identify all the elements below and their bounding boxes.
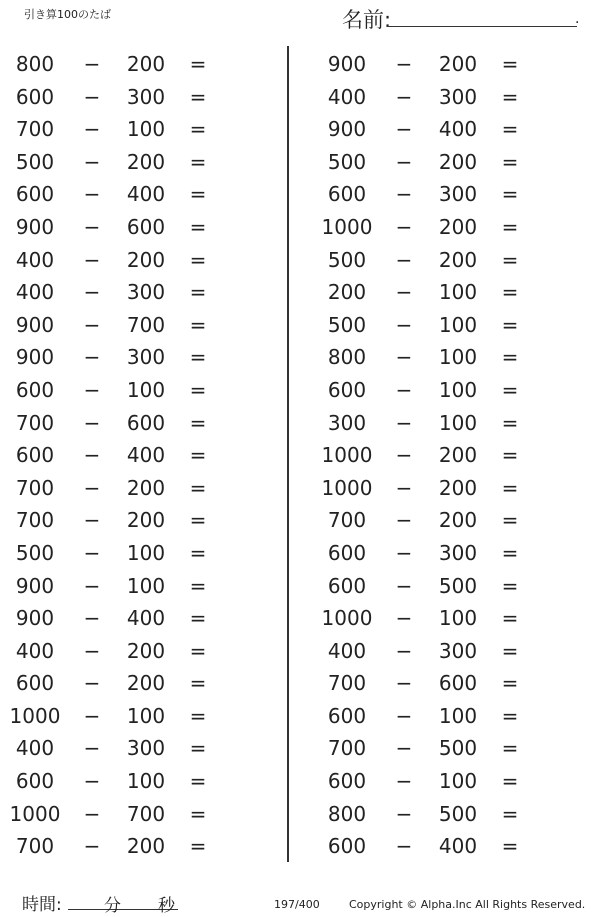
minus-sign: − [83, 410, 101, 435]
minuend: 600 [327, 377, 367, 402]
subtrahend: 600 [126, 214, 166, 239]
minuend: 500 [327, 149, 367, 174]
minus-sign: − [395, 280, 413, 305]
subtrahend: 200 [126, 638, 166, 663]
minuend: 400 [327, 84, 367, 109]
minus-sign: − [395, 377, 413, 402]
minus-sign: − [395, 117, 413, 142]
minus-sign: − [83, 52, 101, 76]
subtrahend: 100 [126, 769, 166, 794]
equals-sign: = [189, 769, 207, 794]
subtrahend: 100 [438, 769, 478, 794]
equals-sign: = [501, 801, 519, 826]
subtrahend: 300 [126, 280, 166, 305]
minus-sign: − [83, 638, 101, 663]
equals-sign: = [189, 410, 207, 435]
name-field-dot: . [575, 11, 580, 27]
subtrahend: 300 [126, 736, 166, 761]
minuend: 500 [15, 540, 55, 565]
equals-sign: = [189, 736, 207, 761]
equals-sign: = [501, 52, 519, 76]
subtrahend: 200 [126, 475, 166, 500]
minus-sign: − [83, 508, 101, 533]
name-field[interactable] [387, 26, 577, 27]
minuend: 400 [15, 280, 55, 305]
minuend: 800 [15, 52, 55, 76]
subtrahend: 400 [438, 117, 478, 142]
subtrahend: 500 [438, 736, 478, 761]
minuend: 1000 [9, 703, 61, 728]
subtrahend: 100 [126, 573, 166, 598]
minus-sign: − [395, 247, 413, 272]
minuend: 200 [327, 280, 367, 305]
subtrahend: 300 [438, 638, 478, 663]
equals-sign: = [501, 508, 519, 533]
minuend: 500 [327, 247, 367, 272]
minus-sign: − [395, 540, 413, 565]
equals-sign: = [189, 247, 207, 272]
subtrahend: 200 [438, 508, 478, 533]
minus-sign: − [395, 606, 413, 631]
equals-sign: = [189, 508, 207, 533]
minus-sign: − [395, 671, 413, 696]
minus-sign: − [83, 214, 101, 239]
subtrahend: 200 [126, 149, 166, 174]
equals-sign: = [189, 573, 207, 598]
equals-sign: = [189, 117, 207, 142]
minus-sign: − [83, 573, 101, 598]
minuend: 700 [15, 410, 55, 435]
equals-sign: = [501, 671, 519, 696]
minuend: 500 [15, 149, 55, 174]
subtrahend: 100 [126, 540, 166, 565]
equals-sign: = [501, 84, 519, 109]
subtrahend: 200 [438, 149, 478, 174]
equals-sign: = [501, 280, 519, 305]
minus-sign: − [83, 312, 101, 337]
minus-sign: − [395, 410, 413, 435]
minuend: 700 [15, 475, 55, 500]
equals-sign: = [189, 834, 207, 859]
minus-sign: − [83, 703, 101, 728]
minus-sign: − [83, 84, 101, 109]
minuend: 600 [327, 540, 367, 565]
subtrahend: 400 [126, 182, 166, 207]
subtrahend: 200 [438, 214, 478, 239]
subtrahend: 500 [438, 801, 478, 826]
minuend: 700 [327, 508, 367, 533]
equals-sign: = [189, 475, 207, 500]
minuend: 600 [327, 834, 367, 859]
subtrahend: 100 [126, 377, 166, 402]
subtrahend: 100 [126, 703, 166, 728]
minuend: 1000 [321, 214, 373, 239]
equals-sign: = [501, 834, 519, 859]
minus-sign: − [83, 377, 101, 402]
minuend: 400 [15, 736, 55, 761]
subtrahend: 700 [126, 801, 166, 826]
minus-sign: − [395, 573, 413, 598]
subtrahend: 200 [126, 52, 166, 76]
subtrahend: 100 [438, 606, 478, 631]
equals-sign: = [501, 638, 519, 663]
minuend: 600 [15, 377, 55, 402]
subtrahend: 600 [126, 410, 166, 435]
minuend: 800 [327, 801, 367, 826]
minuend: 1000 [321, 475, 373, 500]
subtrahend: 100 [438, 345, 478, 370]
subtrahend: 100 [438, 703, 478, 728]
equals-sign: = [189, 214, 207, 239]
minus-sign: − [83, 606, 101, 631]
minus-sign: − [395, 345, 413, 370]
equals-sign: = [189, 606, 207, 631]
equals-sign: = [501, 312, 519, 337]
subtrahend: 200 [438, 475, 478, 500]
equals-sign: = [501, 769, 519, 794]
equals-sign: = [501, 443, 519, 468]
minus-sign: − [83, 280, 101, 305]
equals-sign: = [501, 377, 519, 402]
subtrahend: 300 [126, 84, 166, 109]
minus-sign: − [395, 801, 413, 826]
minus-sign: − [395, 182, 413, 207]
minus-sign: − [83, 769, 101, 794]
subtrahend: 100 [438, 410, 478, 435]
minuend: 900 [15, 345, 55, 370]
equals-sign: = [501, 540, 519, 565]
copyright-text: Copyright © Alpha.Inc All Rights Reserved. [349, 898, 586, 911]
subtrahend: 400 [126, 606, 166, 631]
minuend: 600 [15, 769, 55, 794]
minuend: 1000 [9, 801, 61, 826]
minus-sign: − [395, 508, 413, 533]
minuend: 800 [327, 345, 367, 370]
minus-sign: − [83, 671, 101, 696]
subtrahend: 100 [438, 377, 478, 402]
equals-sign: = [501, 736, 519, 761]
minus-sign: − [395, 149, 413, 174]
minuend: 600 [15, 84, 55, 109]
minuend: 700 [327, 671, 367, 696]
minus-sign: − [83, 540, 101, 565]
minus-sign: − [83, 345, 101, 370]
equals-sign: = [501, 149, 519, 174]
minuend: 600 [15, 671, 55, 696]
subtrahend: 300 [438, 540, 478, 565]
equals-sign: = [189, 149, 207, 174]
subtrahend: 200 [438, 52, 478, 76]
equals-sign: = [501, 182, 519, 207]
minus-sign: − [395, 638, 413, 663]
equals-sign: = [501, 247, 519, 272]
minus-sign: − [83, 247, 101, 272]
page-number: 197/400 [274, 898, 320, 911]
minuend: 700 [15, 117, 55, 142]
equals-sign: = [189, 801, 207, 826]
minuend: 900 [15, 573, 55, 598]
name-label: 名前: [342, 8, 392, 32]
minus-sign: − [395, 52, 413, 76]
equals-sign: = [501, 410, 519, 435]
minuend: 300 [327, 410, 367, 435]
minus-sign: − [83, 117, 101, 142]
minus-sign: − [395, 475, 413, 500]
subtrahend: 200 [126, 508, 166, 533]
subtrahend: 300 [126, 345, 166, 370]
equals-sign: = [189, 312, 207, 337]
minus-sign: − [83, 443, 101, 468]
minus-sign: − [83, 475, 101, 500]
equals-sign: = [501, 117, 519, 142]
equals-sign: = [189, 638, 207, 663]
subtrahend: 100 [126, 117, 166, 142]
equals-sign: = [189, 84, 207, 109]
worksheet-title: 引き算100のたば [24, 8, 111, 21]
minuend: 600 [327, 769, 367, 794]
minuend: 900 [15, 312, 55, 337]
equals-sign: = [189, 280, 207, 305]
equals-sign: = [189, 703, 207, 728]
minuend: 900 [15, 606, 55, 631]
minus-sign: − [83, 834, 101, 859]
equals-sign: = [189, 182, 207, 207]
seconds-label: 秒 [158, 896, 175, 916]
minus-sign: − [395, 312, 413, 337]
equals-sign: = [501, 606, 519, 631]
minuend: 600 [15, 443, 55, 468]
time-label: 時間: [22, 895, 62, 915]
minus-sign: − [395, 736, 413, 761]
subtrahend: 200 [438, 247, 478, 272]
subtrahend: 700 [126, 312, 166, 337]
minuend: 900 [327, 52, 367, 76]
subtrahend: 300 [438, 84, 478, 109]
minuend: 600 [15, 182, 55, 207]
minus-sign: − [83, 182, 101, 207]
equals-sign: = [501, 345, 519, 370]
equals-sign: = [501, 703, 519, 728]
minus-sign: − [395, 834, 413, 859]
minus-sign: − [395, 214, 413, 239]
subtrahend: 100 [438, 312, 478, 337]
minuend: 700 [15, 834, 55, 859]
subtrahend: 200 [126, 247, 166, 272]
minus-sign: − [395, 769, 413, 794]
subtrahend: 200 [438, 443, 478, 468]
minus-sign: − [83, 801, 101, 826]
subtrahend: 100 [438, 280, 478, 305]
minuend: 700 [15, 508, 55, 533]
minuend: 600 [327, 182, 367, 207]
minuend: 700 [327, 736, 367, 761]
minuend: 400 [15, 638, 55, 663]
minuend: 600 [327, 703, 367, 728]
subtrahend: 600 [438, 671, 478, 696]
equals-sign: = [189, 345, 207, 370]
equals-sign: = [189, 52, 207, 76]
minuend: 900 [15, 214, 55, 239]
equals-sign: = [189, 671, 207, 696]
minus-sign: − [83, 149, 101, 174]
minuend: 400 [15, 247, 55, 272]
equals-sign: = [501, 573, 519, 598]
subtrahend: 200 [126, 834, 166, 859]
minuend: 1000 [321, 443, 373, 468]
minus-sign: − [395, 443, 413, 468]
minus-sign: − [395, 84, 413, 109]
subtrahend: 400 [438, 834, 478, 859]
minuend: 500 [327, 312, 367, 337]
equals-sign: = [189, 377, 207, 402]
minus-sign: − [395, 703, 413, 728]
equals-sign: = [189, 443, 207, 468]
equals-sign: = [501, 475, 519, 500]
equals-sign: = [501, 214, 519, 239]
subtrahend: 300 [438, 182, 478, 207]
minus-sign: − [83, 736, 101, 761]
minuend: 900 [327, 117, 367, 142]
minuend: 600 [327, 573, 367, 598]
subtrahend: 200 [126, 671, 166, 696]
subtrahend: 500 [438, 573, 478, 598]
equals-sign: = [189, 540, 207, 565]
subtrahend: 400 [126, 443, 166, 468]
minuend: 1000 [321, 606, 373, 631]
minutes-label: 分 [104, 896, 121, 916]
column-divider [287, 46, 289, 862]
minuend: 400 [327, 638, 367, 663]
